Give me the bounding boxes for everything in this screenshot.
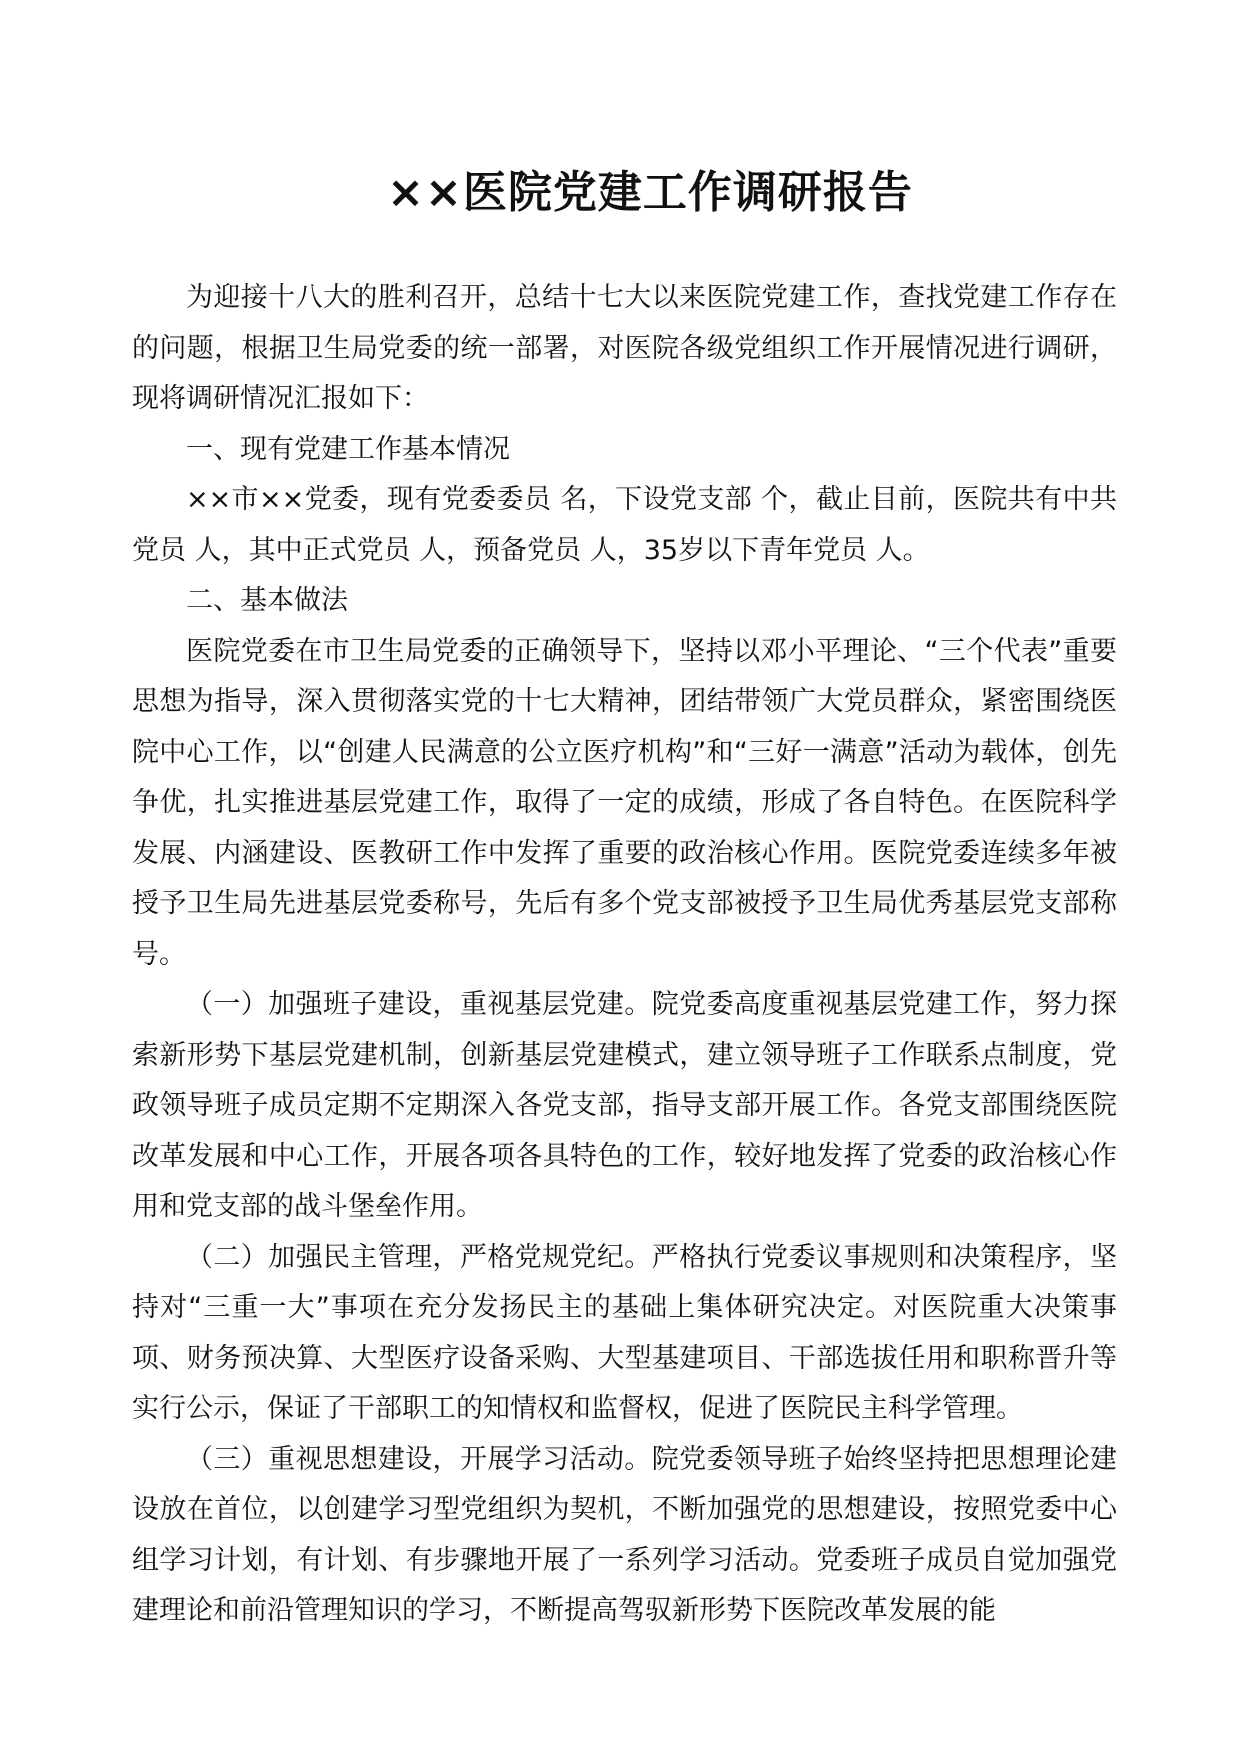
document-body	[132, 273, 1117, 1637]
paragraph-subsection-1: （一）加强班子建设，重视基层党建。院党委高度重视基层党建工作，努力探索新形势下基层党建机制，创新基层党建模式，建立领导班子工作联系点制度，党政领导班子成员定期不定期深入各党支部，指导支部开展工作。各党支部围绕医院改革发展和中心工作，开展各项各具特色的工作，较好地发挥了党委的政治核心作用和党支部的战斗堡垒作用。	[132, 989, 1117, 1222]
paragraph-subsection-3: （三）重视思想建设，开展学习活动。院党委领导班子始终坚持把思想理论建设放在首位，以创建学习型党组织为契机，不断加强党的思想建设，按照党委中心组学习计划，有计划、有步骤地开展了一系列学习活动。党委班子成员自觉加强党建理论和前沿管理知识的学习，不断提高驾驭新形势下医院改革发展的能	[132, 1443, 1117, 1626]
document-title: ××医院党建工作调研报告	[387, 167, 913, 218]
paragraph-basic-info: ××市××党委，现有党委委员 名，下设党支部 个，截止目前，医院共有中共党员 人，其中正式党员 人，预备党员 人，35岁以下青年党员 人。	[132, 484, 1117, 566]
paragraph-intro: 为迎接十八大的胜利召开，总结十七大以来医院党建工作，查找党建工作存在的问题，根据卫生局党委的统一部署，对医院各级党组织工作开展情况进行调研，现将调研情况汇报如下：	[132, 282, 1117, 414]
paragraph-practices: 医院党委在市卫生局党委的正确领导下，坚持以邓小平理论、“三个代表”重要思想为指导，深入贯彻落实党的十七大精神，团结带领广大党员群众，紧密围绕医院中心工作，以“创建人民满意的公立医疗机构”和“三好一满意”活动为载体，创先争优，扎实推进基层党建工作，取得了一定的成绩，形成了各自特色。在医院科学发展、内涵建设、医教研工作中发挥了重要的政治核心作用。医院党委连续多年被授予卫生局先进基层党委称号，先后有多个党支部被授予卫生局优秀基层党支部称号。	[132, 635, 1117, 970]
section-heading-1: 一、现有党建工作基本情况	[186, 433, 510, 465]
section-heading-2: 二、基本做法	[186, 585, 348, 616]
paragraph-subsection-2: （二）加强民主管理，严格党规党纪。严格执行党委议事规则和决策程序，坚持对“三重一大”事项在充分发扬民主的基础上集体研究决定。对医院重大决策事项、财务预决算、大型医疗设备采购、大型基建项目、干部选拔任用和职称晋升等实行公示，保证了干部职工的知情权和监督权，促进了医院民主科学管理。	[132, 1241, 1117, 1424]
